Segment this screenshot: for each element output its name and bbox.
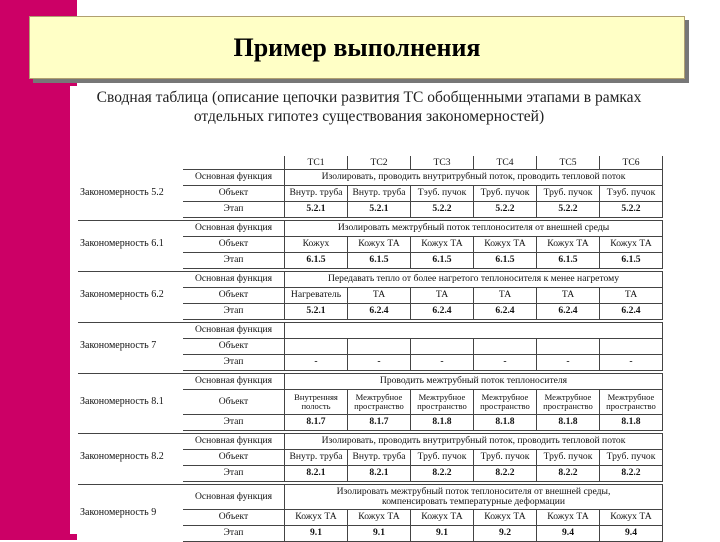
object-cell: Кожух ТА: [537, 237, 600, 253]
stage-cell: -: [474, 355, 537, 371]
object-label: Объект: [183, 237, 285, 253]
object-cell: ТА: [411, 288, 474, 304]
header-blank-2: [183, 157, 285, 170]
function-label: Основная функция: [183, 434, 285, 450]
object-cell: Кожух ТА: [600, 237, 663, 253]
pattern-label: Закономерность 9: [79, 485, 183, 542]
function-label: Основная функция: [183, 272, 285, 288]
function-label: Основная функция: [183, 323, 285, 339]
object-cell: Труб. пучок: [537, 450, 600, 466]
object-cell: Кожух ТА: [411, 237, 474, 253]
function-value: Изолировать межтрубный поток теплоносителя от внешней среды: [285, 221, 663, 237]
function-value: Изолировать межтрубный поток теплоносителя от внешней среды, компенсировать температурные деформации: [285, 485, 663, 510]
stage-cell: 6.1.5: [600, 253, 663, 269]
stage-label: Этап: [183, 415, 285, 431]
object-cell: Кожух ТА: [411, 510, 474, 526]
object-label: Объект: [183, 450, 285, 466]
object-cell: [285, 339, 348, 355]
stage-cell: 8.1.8: [474, 415, 537, 431]
function-row: [79, 485, 663, 510]
caption-line-1: Сводная таблица (описание цепочки развития ТС обобщенными этапами в рамках: [96, 89, 642, 106]
object-label: Объект: [183, 339, 285, 355]
function-label: Основная функция: [183, 170, 285, 186]
pattern-label: Закономерность 6.2: [79, 272, 183, 320]
object-label: Объект: [183, 390, 285, 415]
stage-cell: 6.2.4: [411, 304, 474, 320]
function-label: Основная функция: [183, 485, 285, 510]
function-row: [79, 170, 663, 186]
object-cell: ТА: [537, 288, 600, 304]
stage-cell: 8.2.1: [348, 466, 411, 482]
stage-label: Этап: [183, 304, 285, 320]
stage-cell: 6.2.4: [348, 304, 411, 320]
stage-cell: 6.2.4: [600, 304, 663, 320]
object-cell: Нагреватель: [285, 288, 348, 304]
object-cell: Кожух: [285, 237, 348, 253]
stage-cell: -: [348, 355, 411, 371]
stage-cell: -: [411, 355, 474, 371]
stage-cell: 9.1: [285, 526, 348, 542]
object-cell: Внутр. труба: [285, 186, 348, 202]
object-label: Объект: [183, 288, 285, 304]
summary-table: [78, 156, 663, 542]
stage-cell: 9.2: [474, 526, 537, 542]
header-blank: [79, 157, 183, 170]
object-cell: Межтрубное пространство: [537, 390, 600, 415]
object-cell: ТА: [474, 288, 537, 304]
object-cell: Межтрубное пространство: [474, 390, 537, 415]
function-row: [79, 434, 663, 450]
stage-cell: 6.1.5: [348, 253, 411, 269]
table-caption: [70, 88, 668, 126]
object-cell: Кожух ТА: [285, 510, 348, 526]
stage-cell: 9.1: [348, 526, 411, 542]
function-label: Основная функция: [183, 374, 285, 390]
function-value: Передавать тепло от более нагретого теплоносителя к менее нагретому: [285, 272, 663, 288]
stage-cell: 5.2.2: [600, 202, 663, 218]
object-cell: Труб. пучок: [537, 186, 600, 202]
stage-cell: 8.1.8: [411, 415, 474, 431]
pattern-label: Закономерность 8.1: [79, 374, 183, 431]
object-cell: [537, 339, 600, 355]
object-cell: Межтрубное пространство: [348, 390, 411, 415]
object-cell: [411, 339, 474, 355]
object-cell: Труб. пучок: [474, 450, 537, 466]
pattern-label: Закономерность 6.1: [79, 221, 183, 269]
stage-cell: -: [285, 355, 348, 371]
object-cell: [348, 339, 411, 355]
slide-title: Пример выполнения: [233, 32, 481, 62]
column-header: ТС3: [411, 157, 474, 170]
function-value: [285, 323, 663, 339]
object-cell: Кожух ТА: [348, 510, 411, 526]
object-cell: ТА: [348, 288, 411, 304]
stage-cell: 9.4: [600, 526, 663, 542]
stage-cell: 8.2.1: [285, 466, 348, 482]
object-label: Объект: [183, 510, 285, 526]
stage-cell: 5.2.2: [537, 202, 600, 218]
object-cell: Межтрубное пространство: [411, 390, 474, 415]
stage-label: Этап: [183, 253, 285, 269]
stage-cell: 6.1.5: [411, 253, 474, 269]
pattern-label: Закономерность 8.2: [79, 434, 183, 482]
object-cell: Тэуб. пучок: [600, 186, 663, 202]
stage-cell: 6.2.4: [474, 304, 537, 320]
function-value: Проводить межтрубный поток теплоносителя: [285, 374, 663, 390]
function-row: [79, 272, 663, 288]
function-row: [79, 221, 663, 237]
object-cell: Труб. пучок: [600, 450, 663, 466]
stage-cell: 5.2.1: [348, 202, 411, 218]
stage-cell: 9.4: [537, 526, 600, 542]
column-header: ТС2: [348, 157, 411, 170]
function-value: Изолировать, проводить внутритрубный поток, проводить тепловой поток: [285, 170, 663, 186]
stage-cell: 6.1.5: [537, 253, 600, 269]
stage-cell: 6.1.5: [285, 253, 348, 269]
stage-cell: 9.1: [411, 526, 474, 542]
stage-cell: 8.1.7: [285, 415, 348, 431]
object-cell: Кожух ТА: [474, 510, 537, 526]
object-label: Объект: [183, 186, 285, 202]
object-cell: Труб. пучок: [474, 186, 537, 202]
stage-cell: 8.1.8: [600, 415, 663, 431]
header-row: [79, 157, 663, 170]
stage-cell: 6.1.5: [474, 253, 537, 269]
stage-cell: 6.2.4: [537, 304, 600, 320]
pattern-label: Закономерность 5.2: [79, 170, 183, 218]
object-cell: ТА: [600, 288, 663, 304]
caption-line-2: отдельных гипотез существования закономерностей): [193, 108, 545, 125]
stage-cell: 8.1.7: [348, 415, 411, 431]
object-cell: Кожух ТА: [537, 510, 600, 526]
object-cell: Кожух ТА: [600, 510, 663, 526]
object-cell: Тэуб. пучок: [411, 186, 474, 202]
column-header: ТС1: [285, 157, 348, 170]
pattern-label: Закономерность 7: [79, 323, 183, 371]
object-cell: Внутр. труба: [348, 186, 411, 202]
stage-cell: 5.2.2: [474, 202, 537, 218]
title-box: [29, 16, 685, 79]
object-cell: Кожух ТА: [474, 237, 537, 253]
function-row: [79, 374, 663, 390]
stage-cell: 5.2.1: [285, 202, 348, 218]
document-area: [70, 86, 668, 539]
stage-cell: -: [600, 355, 663, 371]
stage-cell: 5.2.2: [411, 202, 474, 218]
function-label: Основная функция: [183, 221, 285, 237]
column-header: ТС6: [600, 157, 663, 170]
object-cell: [600, 339, 663, 355]
stage-label: Этап: [183, 466, 285, 482]
object-cell: [474, 339, 537, 355]
stage-cell: 5.2.1: [285, 304, 348, 320]
object-cell: Внутр. труба: [348, 450, 411, 466]
column-header: ТС4: [474, 157, 537, 170]
stage-cell: 8.2.2: [600, 466, 663, 482]
stage-label: Этап: [183, 526, 285, 542]
object-cell: Внутр. труба: [285, 450, 348, 466]
function-value: Изолировать, проводить внутритрубный поток, проводить тепловой поток: [285, 434, 663, 450]
object-cell: Внутренняя полость: [285, 390, 348, 415]
object-cell: Межтрубное пространство: [600, 390, 663, 415]
object-cell: Кожух ТА: [348, 237, 411, 253]
stage-cell: 8.2.2: [411, 466, 474, 482]
stage-label: Этап: [183, 202, 285, 218]
stage-cell: 8.1.8: [537, 415, 600, 431]
stage-label: Этап: [183, 355, 285, 371]
function-row: [79, 323, 663, 339]
stage-cell: 8.2.2: [537, 466, 600, 482]
object-cell: Труб. пучок: [411, 450, 474, 466]
stage-cell: 8.2.2: [474, 466, 537, 482]
column-header: ТС5: [537, 157, 600, 170]
stage-cell: -: [537, 355, 600, 371]
